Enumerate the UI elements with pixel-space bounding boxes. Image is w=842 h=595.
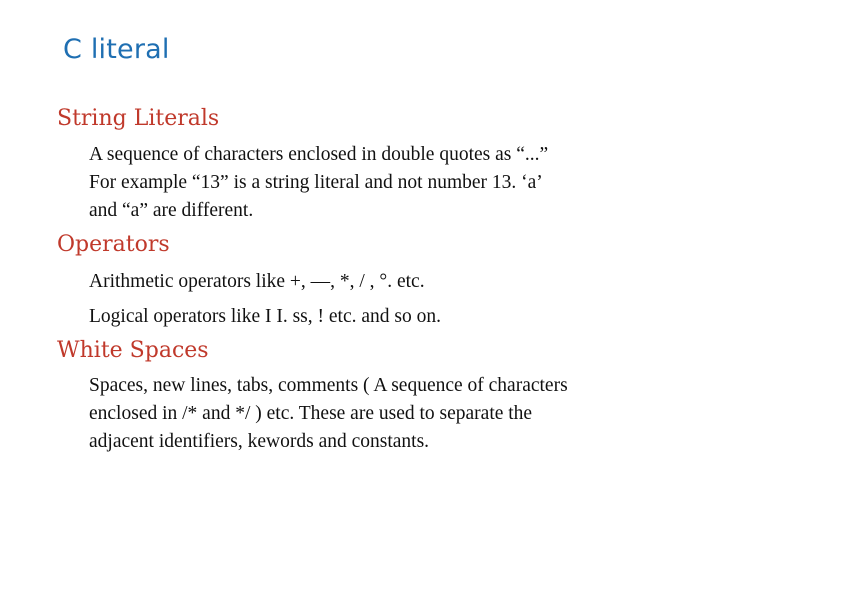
- white-spaces-line-2: enclosed in /* and */ ) etc. These are used to separate the: [89, 403, 533, 424]
- operators-line-2: Logical operators like I I. ss, ! etc. and so on.: [89, 306, 441, 327]
- section-heading-string-literals: String Literals: [57, 106, 220, 131]
- white-spaces-line-3: adjacent identifiers, kewords and constants.: [89, 431, 430, 452]
- white-spaces-line-1: Spaces, new lines, tabs, comments ( A sequence of characters: [89, 375, 568, 396]
- string-literals-body: [89, 141, 548, 225]
- string-literals-line-2: For example “13” is a string literal and not number 13. ‘a’: [89, 172, 543, 193]
- section-heading-white-spaces: White Spaces: [57, 338, 209, 363]
- operators-line-1: Arithmetic operators like +, —, *, / , °. etc.: [89, 271, 425, 292]
- white-spaces-body: [89, 372, 568, 456]
- slide-title: C literal: [63, 34, 170, 65]
- section-heading-operators: Operators: [57, 232, 170, 257]
- string-literals-line-3: and “a” are different.: [89, 200, 254, 221]
- string-literals-line-1: A sequence of characters enclosed in double quotes as “...”: [89, 144, 549, 165]
